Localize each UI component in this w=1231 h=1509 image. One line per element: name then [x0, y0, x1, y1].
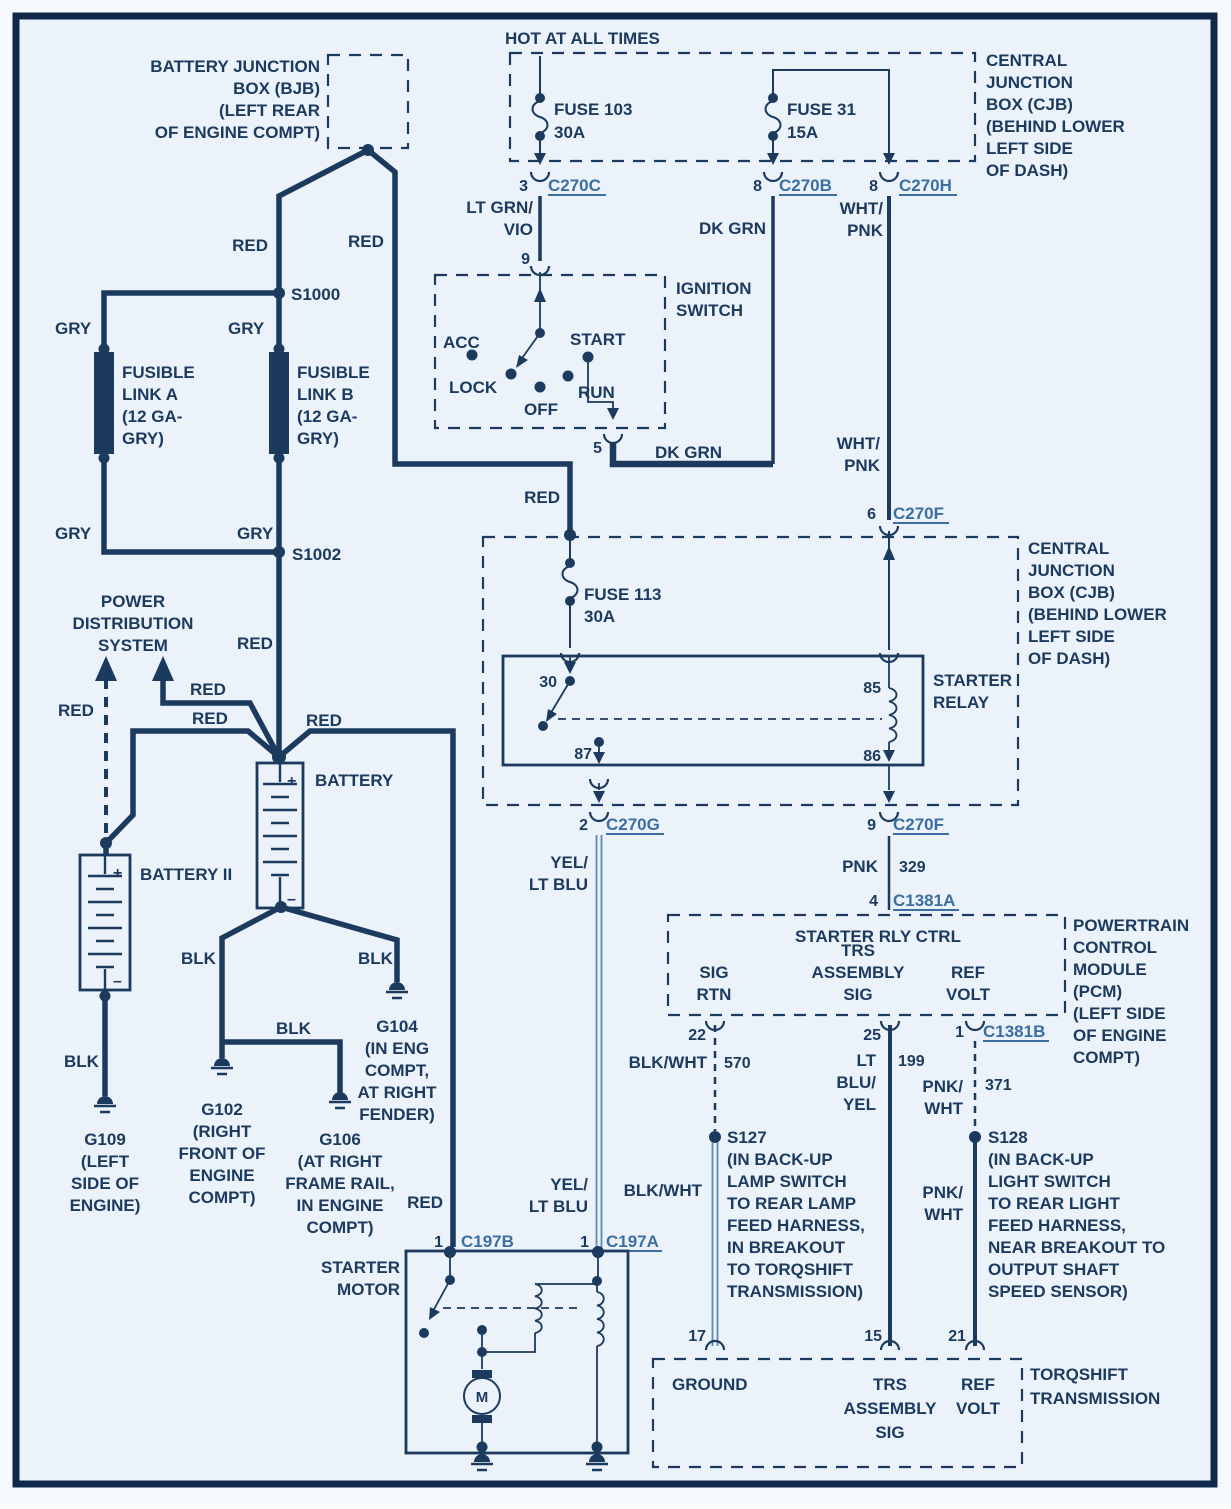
wire-label-blk-wht: BLK/WHT	[628, 1053, 707, 1072]
motor-m-label: M	[475, 1389, 489, 1406]
cjb-mid-line: (BEHIND LOWER	[1028, 605, 1167, 624]
link-a-line: FUSIBLE	[122, 363, 195, 382]
g109-line: (LEFT	[80, 1152, 130, 1171]
relay-pin30: 30	[539, 674, 557, 691]
pcm-title: STARTER RLY CTRL	[795, 927, 961, 946]
ignition-label: SWITCH	[676, 301, 744, 320]
g102-line: ENGINE	[189, 1166, 255, 1185]
c270f-out-name: C270F	[893, 815, 945, 834]
solenoid-contact-dot	[419, 1328, 429, 1338]
pcm-trs: ASSEMBLY	[811, 963, 905, 982]
wire-label-lt: LT	[856, 1051, 876, 1070]
g106-line: IN ENGINE	[296, 1196, 384, 1215]
battery2-label: BATTERY II	[140, 865, 233, 884]
g104-line: FENDER)	[359, 1105, 435, 1124]
hot-at-all-times-label: HOT AT ALL TIMES	[505, 29, 660, 48]
bjb-line: (LEFT REAR	[218, 101, 320, 120]
c1381b-pin: 1	[955, 1024, 964, 1041]
circuit-371: 371	[985, 1077, 1012, 1094]
c270c-name: C270C	[548, 176, 601, 195]
c270h-pin: 8	[869, 178, 878, 195]
g102-line: G102	[201, 1100, 243, 1119]
g106-line: G106	[319, 1130, 361, 1149]
wire-label-blk: BLK	[276, 1019, 311, 1038]
pcm-side-line: (LEFT SIDE	[1073, 1004, 1166, 1023]
cjb-mid-line: CENTRAL	[1028, 539, 1110, 558]
g104-line: (IN ENG	[364, 1039, 430, 1058]
pcm-side-line: (PCM)	[1073, 982, 1123, 1001]
torqshift-caption: TRANSMISSION	[1030, 1389, 1161, 1408]
wire-label-pnk: PNK	[842, 857, 878, 876]
bjb-line: OF ENGINE COMPT)	[154, 123, 320, 142]
circuit-199: 199	[898, 1053, 925, 1070]
g102-line: COMPT)	[188, 1188, 256, 1207]
wire-label-pnk: PNK	[844, 456, 880, 475]
wire-label-blu: BLU/	[836, 1073, 876, 1092]
pcm-pin25: 25	[863, 1027, 881, 1044]
pcm-ref: REF	[951, 963, 985, 982]
motor-cap-bottom	[472, 1415, 492, 1423]
wire-label-blk-wht: BLK/WHT	[623, 1181, 702, 1200]
fuse31-label: FUSE 31	[787, 100, 856, 119]
tq-trs-label: SIG	[875, 1423, 905, 1442]
cjb-mid-line: JUNCTION	[1028, 561, 1115, 580]
starter-motor-label: STARTER	[320, 1258, 400, 1277]
cjb-top-line: BOX (CJB)	[986, 95, 1073, 114]
fuse31-rating: 15A	[787, 123, 819, 142]
c270g-name: C270G	[606, 815, 660, 834]
cjb-mid-line: LEFT SIDE	[1028, 627, 1115, 646]
ignition-pin5: 5	[593, 440, 602, 457]
link-b-line: LINK B	[297, 385, 354, 404]
wire-label-red: RED	[524, 488, 560, 507]
splice-s1002-dot	[273, 546, 285, 558]
cjb-top-line: CENTRAL	[986, 51, 1068, 70]
g102-line: FRONT OF	[178, 1144, 266, 1163]
link-a-line: (12 GA-	[122, 407, 183, 426]
g102-line: (RIGHT	[192, 1122, 252, 1141]
c1381b-name: C1381B	[983, 1022, 1046, 1041]
c197b-pin: 1	[434, 1234, 443, 1251]
pcm-ref: VOLT	[945, 985, 991, 1004]
hold-coil-stem	[597, 1253, 598, 1292]
cjb-top-line: LEFT SIDE	[986, 139, 1073, 158]
cjb-top-line: (BEHIND LOWER	[986, 117, 1125, 136]
relay-pin87: 87	[574, 746, 592, 763]
circuit-570: 570	[724, 1055, 751, 1072]
wire-label-red: RED	[190, 680, 226, 699]
s127-line: (IN BACK-UP	[727, 1150, 833, 1169]
wire-label-blk: BLK	[64, 1052, 99, 1071]
link-b-line: GRY)	[297, 429, 339, 448]
battery2-plus: +	[113, 865, 123, 882]
tq-pin17: 17	[688, 1328, 706, 1345]
s127-line: TO TORQSHIFT	[727, 1260, 853, 1279]
wire-label-wht2: WHT	[924, 1205, 963, 1224]
s128-line: (IN BACK-UP	[988, 1150, 1094, 1169]
battery2-minus: –	[113, 973, 122, 990]
c270c-pin: 3	[519, 178, 528, 195]
ignition-off-label: OFF	[524, 400, 558, 419]
fuse103-rating: 30A	[554, 123, 586, 142]
tq-ref-label: REF	[961, 1375, 995, 1394]
ignition-run-contact	[563, 371, 574, 382]
g109-line: SIDE OF	[70, 1174, 140, 1193]
ignition-start-label: START	[570, 330, 626, 349]
pcm-trs: SIG	[843, 985, 873, 1004]
c197a-name: C197A	[606, 1232, 659, 1251]
wire-label-pnk: PNK	[847, 221, 883, 240]
wire-label-red: RED	[192, 709, 228, 728]
wire-label-gry: GRY	[237, 524, 274, 543]
wire-label-red: RED	[237, 634, 273, 653]
g106-line: (AT RIGHT	[297, 1152, 383, 1171]
relay-pin86: 86	[863, 748, 881, 765]
wire-label-red: RED	[348, 232, 384, 251]
s127-line: FEED HARNESS,	[727, 1216, 865, 1235]
pcm-trs: TRS	[841, 941, 875, 960]
c270f-in-pin: 6	[867, 506, 876, 523]
pcm-side-line: CONTROL	[1073, 938, 1158, 957]
c197b-name: C197B	[461, 1232, 514, 1251]
s127-line: TO REAR LAMP	[727, 1194, 857, 1213]
starter-relay-label: STARTER	[933, 671, 1013, 690]
pcm-sig-rtn: RTN	[696, 985, 732, 1004]
relay-pin85: 85	[863, 680, 881, 697]
pcm-sig-rtn: SIG	[699, 963, 729, 982]
g104-line: G104	[376, 1017, 418, 1036]
ignition-lock-label: LOCK	[449, 378, 498, 397]
wire-label-lt-grn: LT GRN/	[466, 198, 533, 217]
s128-line: OUTPUT SHAFT	[988, 1260, 1120, 1279]
wire-label-red: RED	[407, 1193, 443, 1212]
c270h-name: C270H	[899, 176, 952, 195]
wire-label-wht: WHT/	[836, 434, 880, 453]
s128-line: TO REAR LIGHT	[988, 1194, 1120, 1213]
wire-label-dk-grn: DK GRN	[698, 219, 766, 238]
s127-name: S127	[727, 1128, 767, 1147]
c270f-in-name: C270F	[893, 504, 945, 523]
splice-dot	[100, 991, 111, 1002]
ignition-lock-contact	[506, 369, 517, 380]
battery-label: BATTERY	[315, 771, 394, 790]
cjb-mid-line: BOX (CJB)	[1028, 583, 1115, 602]
splice-s127-dot	[709, 1131, 721, 1143]
g104-line: COMPT,	[364, 1061, 430, 1080]
s128-line: NEAR BREAKOUT TO	[988, 1238, 1166, 1257]
wire-label-pnk2: PNK/	[922, 1077, 963, 1096]
s127-line: IN BREAKOUT	[727, 1238, 846, 1257]
wire-label-vio: VIO	[503, 220, 533, 239]
tq-trs-label: TRS	[873, 1375, 907, 1394]
wire-label-gry: GRY	[55, 319, 92, 338]
c270f-out-pin: 9	[867, 817, 876, 834]
ignition-run-label: RUN	[578, 383, 615, 402]
ignition-pin9: 9	[521, 251, 530, 268]
motor-cap-top	[472, 1370, 492, 1378]
cjb-top-line: JUNCTION	[986, 73, 1073, 92]
pcm-side-line: COMPT)	[1073, 1048, 1141, 1067]
tq-trs-label: ASSEMBLY	[843, 1399, 937, 1418]
power-dist-line: POWER	[100, 592, 166, 611]
pcm-side-line: MODULE	[1073, 960, 1147, 979]
wire-label-wht: WHT/	[839, 199, 883, 218]
s127-line: TRANSMISSION)	[727, 1282, 863, 1301]
wire-label-pnk2: PNK/	[922, 1183, 963, 1202]
fuse113-label: FUSE 113	[584, 585, 662, 604]
wire-label-red: RED	[232, 236, 268, 255]
tq-pin15: 15	[864, 1328, 882, 1345]
c1381a-pin: 4	[869, 893, 878, 910]
fuse103-label: FUSE 103	[554, 100, 633, 119]
s128-line: SPEED SENSOR)	[988, 1282, 1128, 1301]
g109-line: ENGINE)	[69, 1196, 141, 1215]
tq-ref-label: VOLT	[955, 1399, 1001, 1418]
wire-label-ltblu: LT BLU	[528, 875, 588, 894]
tq-pin21: 21	[948, 1328, 966, 1345]
battery-plus: +	[287, 773, 297, 790]
c270b-name: C270B	[779, 176, 832, 195]
wire-label-dk-grn: DK GRN	[655, 443, 723, 462]
pcm-side-line: POWERTRAIN	[1073, 916, 1190, 935]
pcm-pin22: 22	[688, 1027, 706, 1044]
power-dist-line: DISTRIBUTION	[72, 614, 194, 633]
wire-label-gry: GRY	[55, 524, 92, 543]
wire-label-ltblu: LT BLU	[528, 1197, 588, 1216]
g109-line: G109	[84, 1130, 126, 1149]
pcm-side-line: OF ENGINE	[1073, 1026, 1167, 1045]
ignition-acc-label: ACC	[443, 333, 480, 352]
fusible-link-a-body	[94, 352, 114, 454]
relay-87a-dot	[538, 721, 548, 731]
c270b-pin: 8	[753, 178, 762, 195]
link-b-line: (12 GA-	[297, 407, 358, 426]
link-b-line: FUSIBLE	[297, 363, 370, 382]
c1381a-name: C1381A	[893, 891, 956, 910]
c270g-pin: 2	[579, 817, 588, 834]
wire-label-yel: YEL/	[550, 1175, 588, 1194]
s128-line: FEED HARNESS,	[988, 1216, 1126, 1235]
bjb-line: BOX (BJB)	[233, 79, 320, 98]
s128-name: S128	[988, 1128, 1028, 1147]
wire-label-blk: BLK	[181, 949, 216, 968]
splice-s1000-label: S1000	[291, 285, 341, 304]
wire-label-blk: BLK	[358, 949, 393, 968]
g106-line: FRAME RAIL,	[285, 1174, 395, 1193]
wire-label-gry: GRY	[228, 319, 265, 338]
g106-line: COMPT)	[306, 1218, 374, 1237]
torqshift-caption: TORQSHIFT	[1030, 1365, 1128, 1384]
cjb-mid-line: OF DASH)	[1028, 649, 1111, 668]
splice-s1002-label: S1002	[292, 545, 342, 564]
s128-line: LIGHT SWITCH	[988, 1172, 1111, 1191]
bjb-line: BATTERY JUNCTION	[150, 57, 320, 76]
c197a-pin: 1	[580, 1234, 589, 1251]
battery-minus: –	[287, 891, 296, 908]
wire-label-wht2: WHT	[924, 1099, 963, 1118]
power-dist-line: SYSTEM	[98, 636, 168, 655]
circuit-329: 329	[899, 859, 926, 876]
wire-label-yel: YEL/	[550, 853, 588, 872]
starter-relay-label: RELAY	[933, 693, 990, 712]
link-a-line: GRY)	[122, 429, 164, 448]
ignition-label: IGNITION	[676, 279, 752, 298]
wire-label-red: RED	[306, 711, 342, 730]
g104-line: AT RIGHT	[357, 1083, 437, 1102]
ignition-off-contact	[535, 382, 546, 393]
wire-label-yel: YEL	[842, 1095, 876, 1114]
link-a-line: LINK A	[122, 385, 179, 404]
fusible-link-b-body	[269, 352, 289, 454]
starter-motor-label: MOTOR	[337, 1280, 400, 1299]
s127-line: LAMP SWITCH	[727, 1172, 847, 1191]
cjb-top-line: OF DASH)	[986, 161, 1069, 180]
wire-label-red: RED	[58, 701, 94, 720]
tq-ground-label: GROUND	[672, 1375, 748, 1394]
fuse113-rating: 30A	[584, 607, 616, 626]
